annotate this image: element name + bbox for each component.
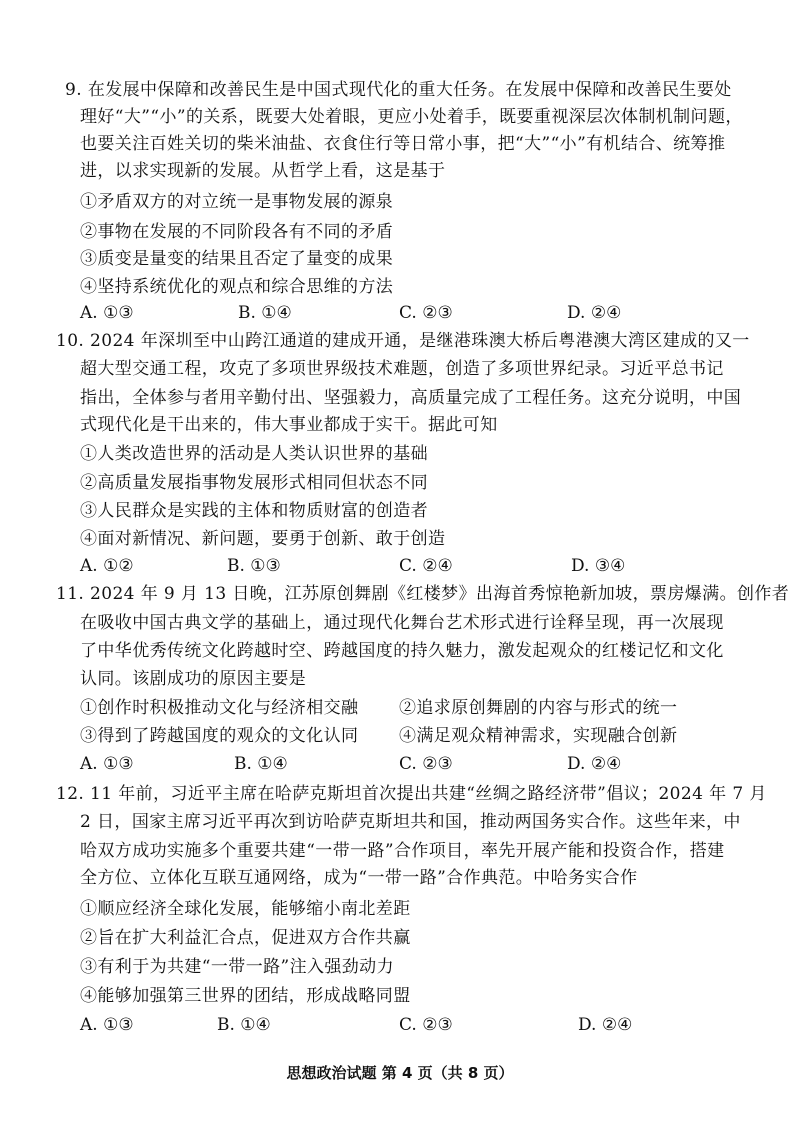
statement-2: ②追求原创舞剧的内容与形式的统一 (399, 698, 678, 718)
question-stem-line: 指出，全体参与者用辛勤付出、坚强毅力，高质量完成了工程任务。这充分说明，中国 (80, 388, 742, 408)
question-stem-line: 11. 2024 年 9 月 13 日晚，江苏原创舞剧《红楼梦》出海首秀惊艳新加坡，票房爆满。创作者 (56, 584, 790, 604)
statement-2: ②旨在扩大利益汇合点，促进双方合作共赢 (80, 928, 411, 948)
question-stem-line: 哈双方成功实施多个重要共建“一带一路”合作项目，率先开展产能和投资合作，搭建 (80, 841, 725, 861)
page-footer: 思想政治试题 第 4 页（共 8 页） (286, 1064, 514, 1082)
statement-4: ④坚持系统优化的观点和综合思维的方法 (80, 277, 394, 297)
question-stem-line: 在吸收中国古典文学的基础上，通过现代化舞台艺术形式进行诠释呈现，再一次展现 (80, 613, 724, 633)
option-d: D. ③④ (571, 556, 626, 576)
option-b: B. ①④ (217, 1015, 271, 1035)
question-stem-line: 理好“大”“小”的关系，既要大处着眼，更应小处着手，既要重视深层次体制机制问题， (80, 107, 743, 127)
statement-3: ③有利于为共建“一带一路”注入强劲动力 (80, 957, 394, 977)
question-stem-line: 超大型交通工程，攻克了多项世界级技术难题，创造了多项世界纪录。习近平总书记 (80, 359, 724, 379)
statement-3: ③质变是量变的结果且否定了量变的成果 (80, 249, 394, 269)
statement-2: ②高质量发展指事物发展形式相同但状态不同 (80, 473, 428, 493)
statement-3: ③得到了跨越国度的观众的文化认同 (80, 726, 359, 746)
statement-1: ①矛盾双方的对立统一是事物发展的源泉 (80, 192, 394, 212)
option-c: C. ②④ (399, 556, 453, 576)
option-b: B. ①③ (227, 556, 281, 576)
question-stem-line: 式现代化是干出来的，伟大事业都成于实干。据此可知 (80, 415, 498, 435)
option-a: A. ①③ (80, 303, 134, 323)
option-b: B. ①④ (238, 303, 292, 323)
question-stem-line: 全方位、立体化互联互通网络，成为“一带一路”合作典范。中哈务实合作 (80, 868, 638, 888)
option-b: B. ①④ (234, 754, 288, 774)
question-stem-line: 了中华优秀传统文化跨越时空、跨越国度的持久魅力，激发起观众的红楼记忆和文化 (80, 641, 724, 661)
statement-1: ①人类改造世界的活动是人类认识世界的基础 (80, 444, 428, 464)
option-a: A. ①③ (80, 754, 134, 774)
question-stem-line: 进，以求实现新的发展。从哲学上看，这是基于 (80, 161, 446, 181)
option-c: C. ②③ (399, 303, 453, 323)
question-stem-line: 10. 2024 年深圳至中山跨江通道的建成开通，是继港珠澳大桥后粤港澳大湾区建成的又一 (56, 331, 750, 351)
option-c: C. ②③ (399, 1015, 453, 1035)
question-stem-line: 认同。该剧成功的原因主要是 (80, 669, 307, 689)
statement-4: ④能够加强第三世界的团结，形成战略同盟 (80, 986, 411, 1006)
option-d: D. ②④ (578, 1015, 633, 1035)
statement-4: ④满足观众精神需求，实现融合创新 (399, 726, 678, 746)
question-stem-line: 12. 11 年前，习近平主席在哈萨克斯坦首次提出共建“丝绸之路经济带”倡议；2024 年 7 月 (56, 784, 767, 804)
option-c: C. ②③ (399, 754, 453, 774)
question-stem-line: 也要关注百姓关切的柴米油盐、衣食住行等日常小事，把“大”“小”有机结合、统筹推 (80, 134, 726, 154)
statement-1: ①顺应经济全球化发展，能够缩小南北差距 (80, 899, 411, 919)
option-a: A. ①③ (80, 1015, 134, 1035)
option-d: D. ②④ (567, 754, 622, 774)
statement-2: ②事物在发展的不同阶段各有不同的矛盾 (80, 222, 394, 242)
option-a: A. ①② (80, 556, 134, 576)
option-d: D. ②④ (567, 303, 622, 323)
statement-1: ①创作时积极推动文化与经济相交融 (80, 698, 359, 718)
question-stem-line: 2 日，国家主席习近平再次到访哈萨克斯坦共和国，推动两国务实合作。这些年来，中 (80, 812, 741, 832)
statement-3: ③人民群众是实践的主体和物质财富的创造者 (80, 501, 428, 521)
statement-4: ④面对新情况、新问题，要勇于创新、敢于创造 (80, 529, 446, 549)
question-stem-line: 9. 在发展中保障和改善民生是中国式现代化的重大任务。在发展中保障和改善民生要处 (65, 80, 732, 100)
